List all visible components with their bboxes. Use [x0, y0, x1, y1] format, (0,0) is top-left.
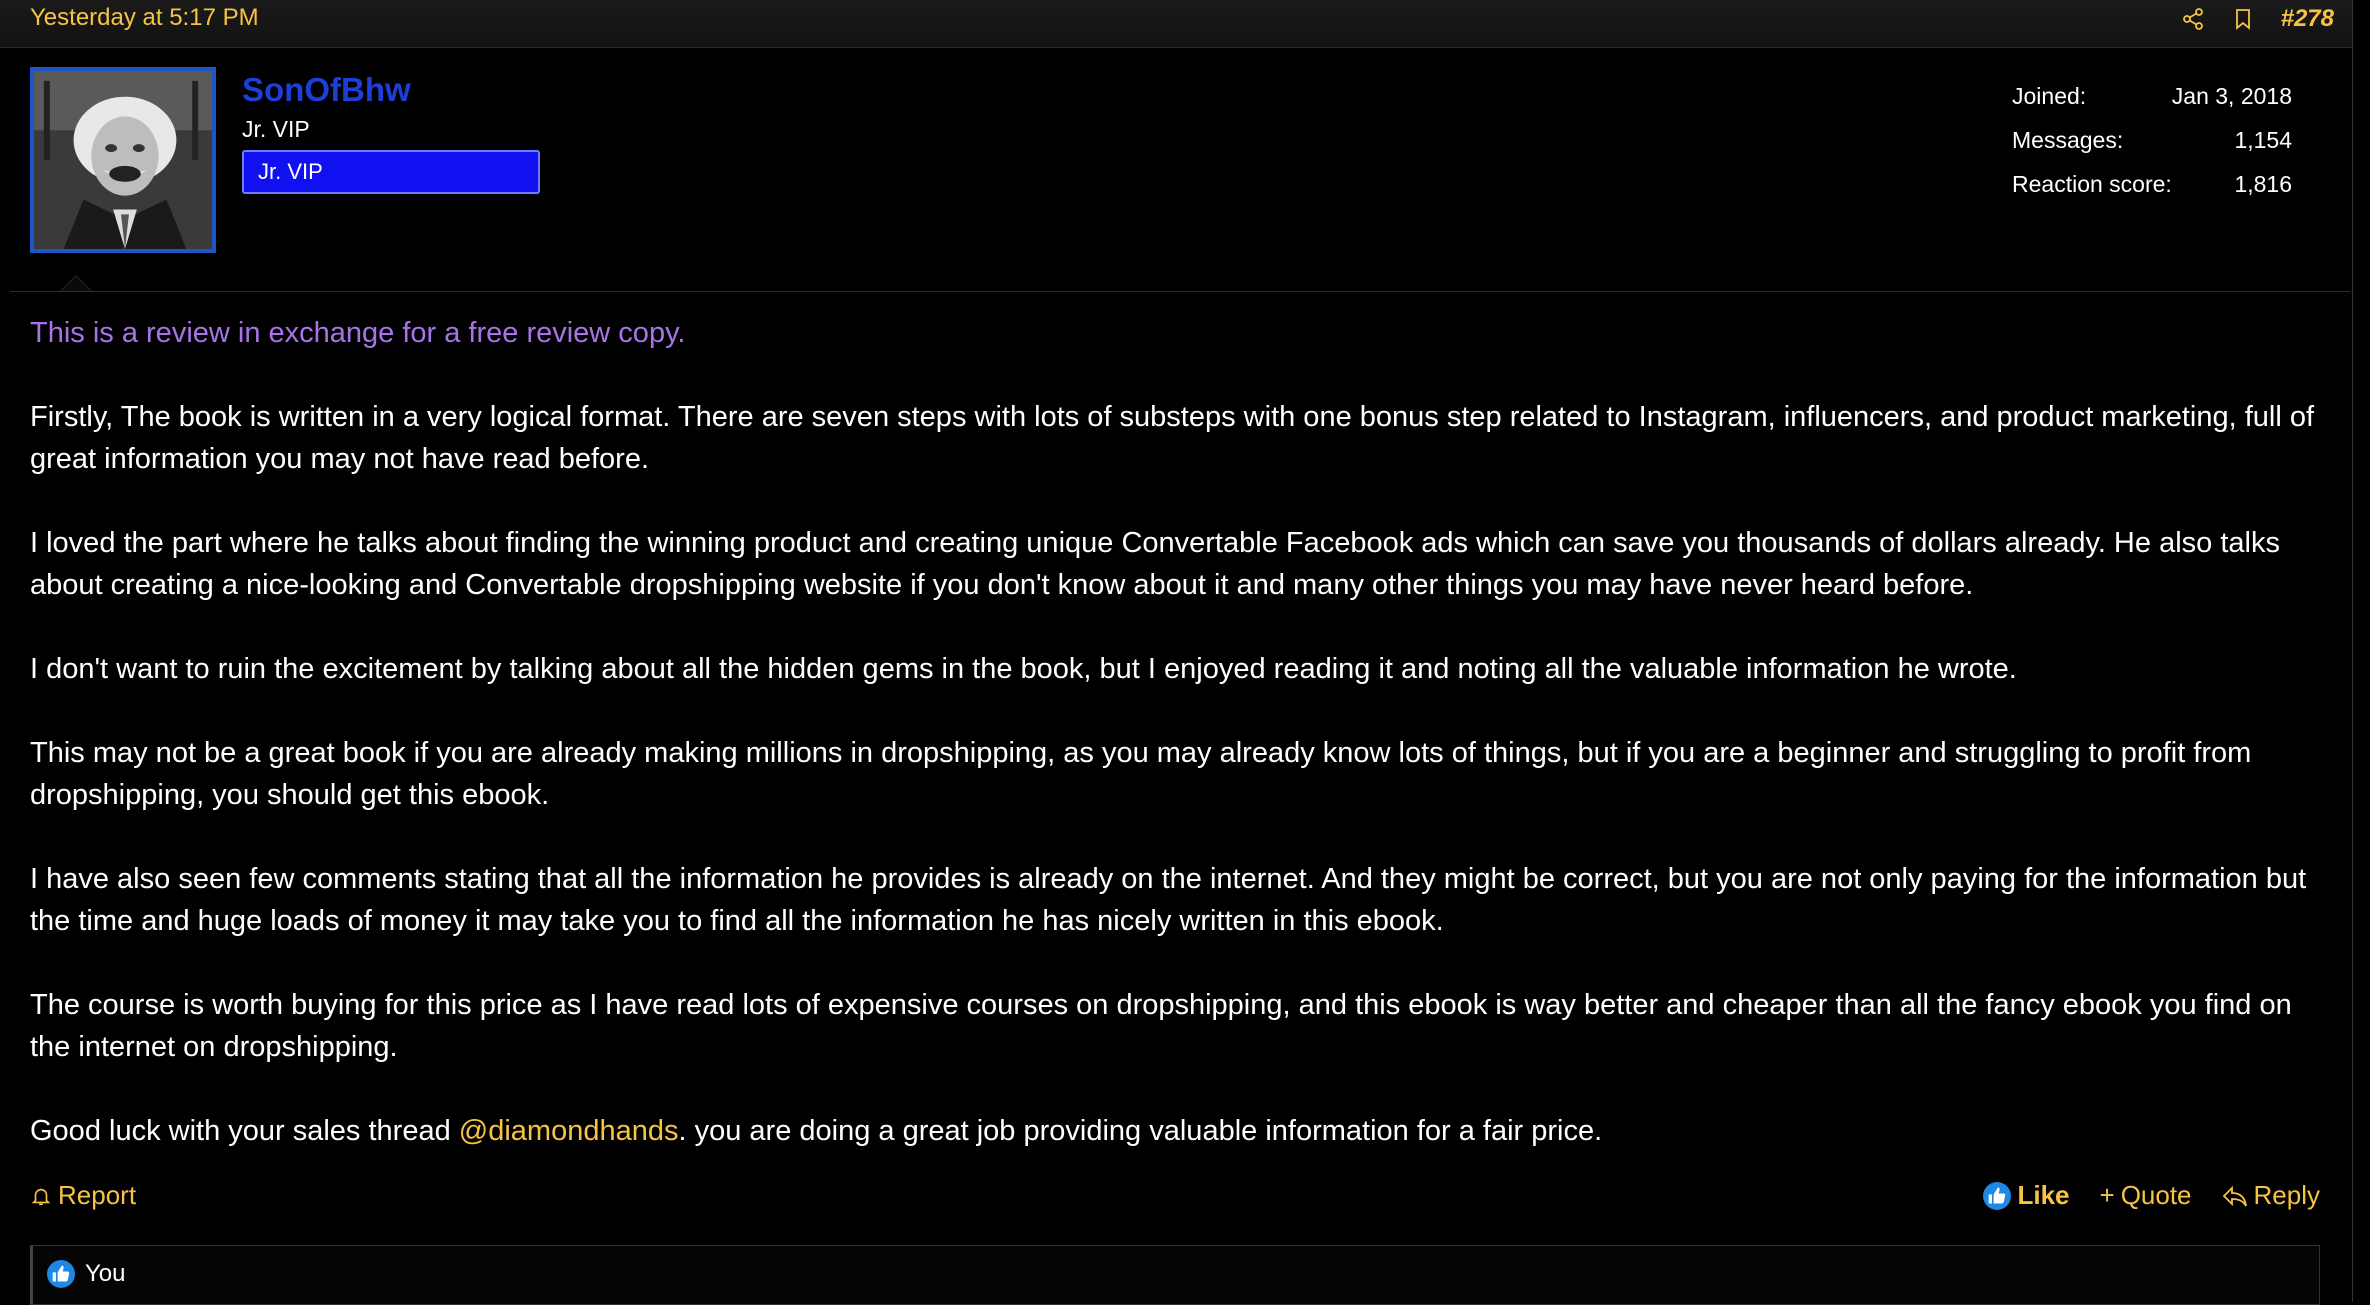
bookmark-icon[interactable]	[2231, 7, 2255, 31]
user-title: Jr. VIP	[242, 116, 310, 142]
reaction-text: You	[85, 1260, 126, 1287]
paragraph: I have also seen few comments stating that all the information he provides is already on the internet. And they might be correct, but you are not only paying for the information but the time and huge loads of money it may take you to find all the information he has nicely written in this ebook.	[30, 863, 2307, 937]
quote-label: Quote	[2120, 1180, 2192, 1210]
paragraph: The course is worth buying for this price as I have read lots of expensive courses on dropshipping, and this ebook is way better and cheaper than all the fancy ebook you find on the internet on dropshipping.	[30, 989, 2292, 1063]
paragraph: Firstly, The book is written in a very logical format. There are seven steps with lots of substeps with one bonus step related to Instagram, influencers, and product marketing, full of great information you may not have read before.	[30, 401, 2315, 475]
reactions-bar[interactable]	[30, 1245, 2320, 1305]
post-footer	[30, 1180, 2320, 1220]
scroll-gutter	[2352, 0, 2370, 1302]
post-number-link[interactable]: #278	[2280, 5, 2334, 32]
reply-icon	[2222, 1185, 2248, 1207]
username[interactable]: SonOfBhw	[242, 71, 411, 108]
stat-joined	[2012, 74, 2292, 118]
post-header-actions	[2181, 4, 2334, 34]
share-icon[interactable]	[2181, 7, 2205, 31]
quote-button[interactable]	[2100, 1180, 2192, 1211]
user-mention-link[interactable]: @diamondhands	[458, 1115, 679, 1147]
stat-value: 1,154	[2234, 127, 2292, 153]
stat-label: Messages:	[2012, 127, 2124, 153]
closing-paragraph	[30, 1110, 2320, 1152]
stat-label: Reaction score:	[2012, 171, 2172, 197]
reaction-summary[interactable]	[47, 1260, 126, 1288]
post-body	[30, 312, 2320, 1194]
post-date[interactable]: Yesterday at 5:17 PM	[30, 4, 259, 31]
thumbs-up-icon	[1983, 1182, 2011, 1210]
closing-text: Good luck with your sales thread	[30, 1115, 459, 1147]
post-actions	[1983, 1180, 2320, 1211]
disclaimer-text: This is a review in exchange for a free review copy.	[30, 317, 686, 349]
stat-reaction-score	[2012, 162, 2292, 206]
like-label: Like	[2017, 1180, 2070, 1210]
reply-button[interactable]	[2222, 1180, 2320, 1211]
report-button[interactable]	[30, 1180, 136, 1211]
stat-value: Jan 3, 2018	[2171, 83, 2292, 109]
like-button[interactable]	[1983, 1180, 2069, 1211]
stat-value: 1,816	[2234, 171, 2292, 197]
paragraph: I don't want to ruin the excitement by talking about all the hidden gems in the book, but I enjoyed reading it and noting all the valuable information he wrote.	[30, 653, 2017, 685]
user-badge: Jr. VIP	[242, 150, 540, 194]
message-arrow	[60, 275, 92, 291]
closing-text: . you are doing a great job providing valuable information for a fair price.	[678, 1115, 1603, 1147]
reply-label: Reply	[2253, 1180, 2320, 1210]
stat-label: Joined:	[2012, 83, 2087, 109]
divider	[10, 291, 2350, 292]
plus-icon: +	[2099, 1180, 2115, 1210]
thumbs-up-icon	[47, 1260, 75, 1288]
post-header	[0, 0, 2352, 48]
bell-icon	[30, 1185, 52, 1207]
user-stats	[2012, 74, 2292, 206]
avatar-image	[34, 71, 212, 249]
report-label: Report	[58, 1180, 137, 1210]
stat-messages	[2012, 118, 2292, 162]
avatar[interactable]	[30, 67, 216, 253]
paragraph: This may not be a great book if you are already making millions in dropshipping, as you may already know lots of things, but if you are a beginner and struggling to profit from dropshipping, you should get this ebook.	[30, 737, 2252, 811]
paragraph: I loved the part where he talks about finding the winning product and creating unique Convertable Facebook ads which can save you thousands of dollars already. He also talks about creating a nice-looking and Convertable dropshipping website if you don't know about it and many other things you may have never heard before.	[30, 527, 2280, 601]
